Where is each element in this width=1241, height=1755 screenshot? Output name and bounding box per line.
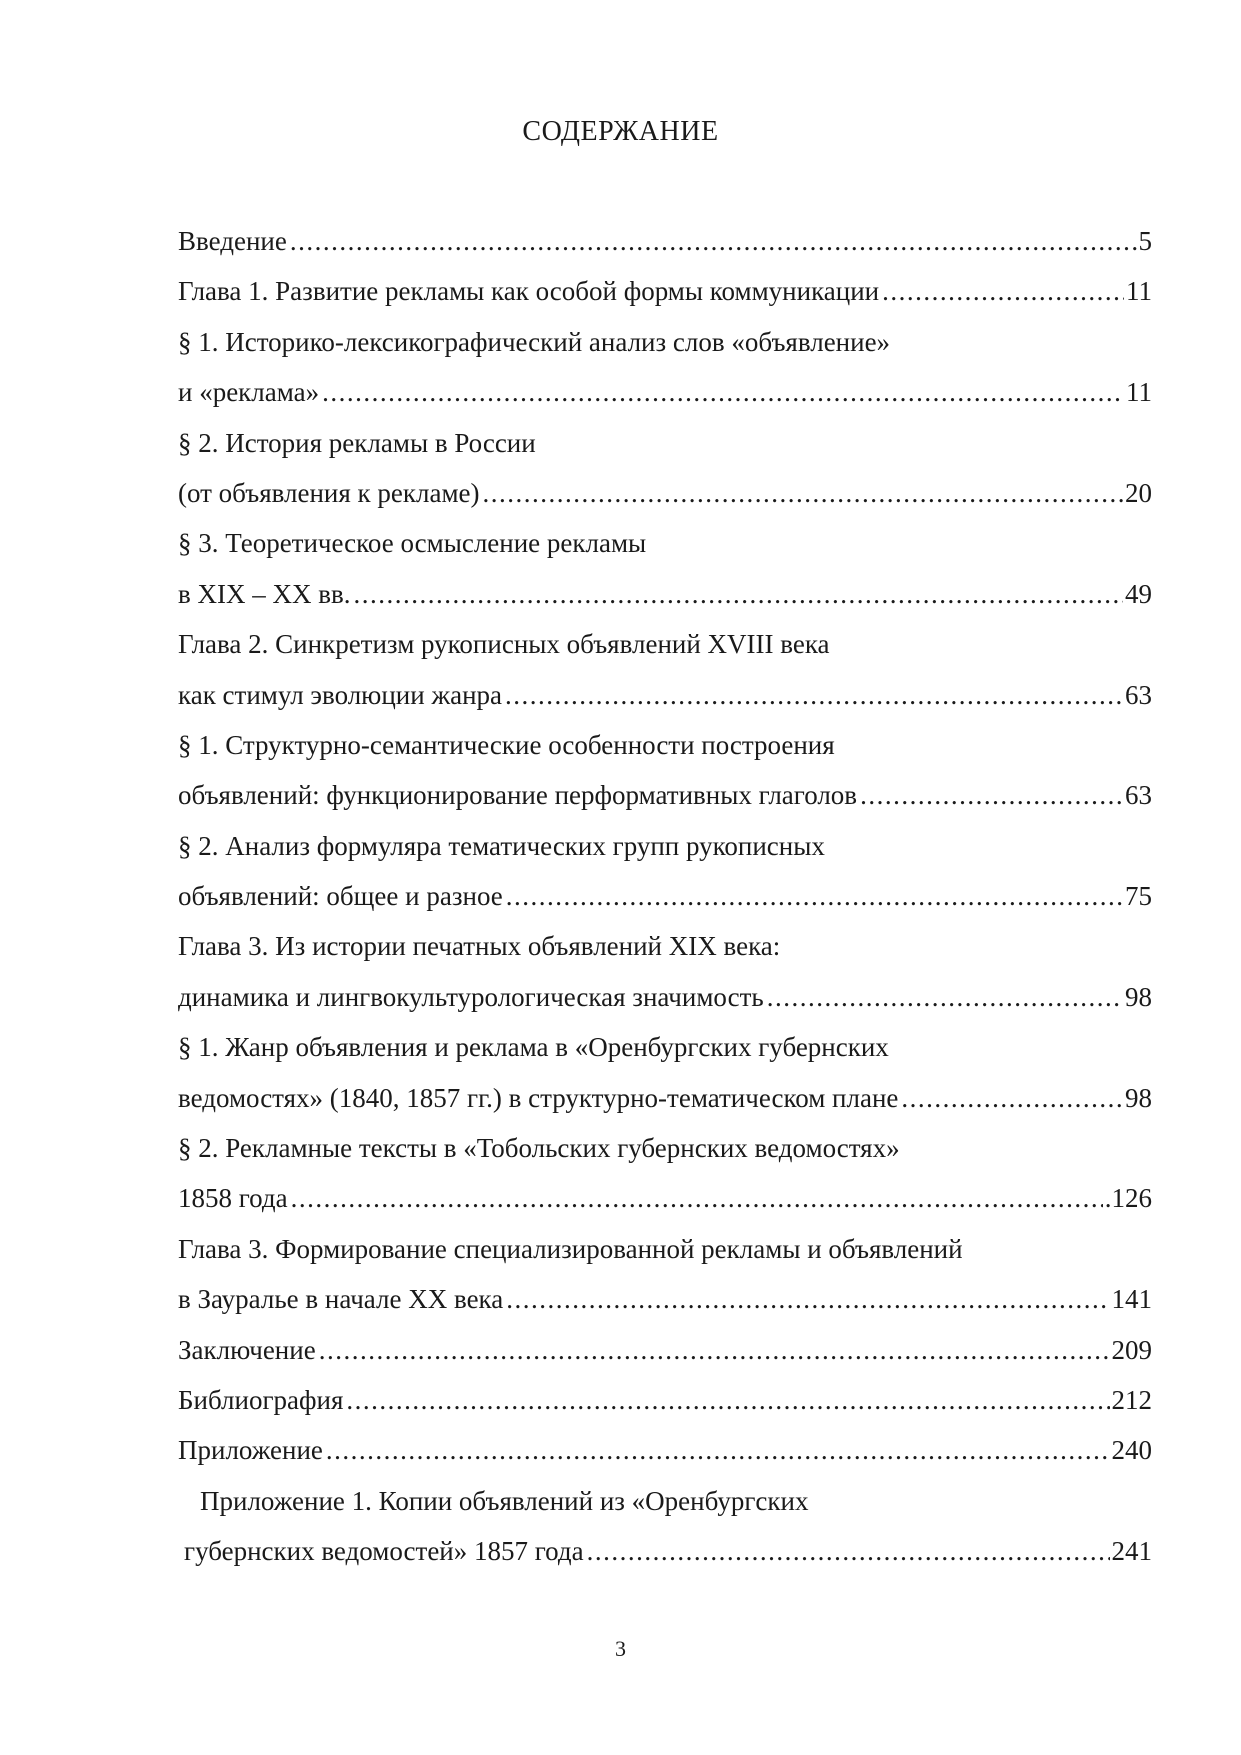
toc-entry-text: § 3. Теоретическое осмысление рекламы (178, 528, 647, 559)
toc-entry-page: 209 (1111, 1334, 1152, 1365)
dot-leader (882, 266, 1124, 316)
page-title: СОДЕРЖАНИЕ (522, 116, 719, 147)
toc-entry-text: губернских ведомостей» 1857 года (184, 1536, 584, 1567)
toc-entry-ch3-s1-line1[interactable] (178, 1022, 1152, 1072)
toc-entry-text: Глава 3. Формирование специализированной рекламы и объявлений (178, 1233, 963, 1264)
toc-entry-ch1-s3-line1[interactable] (178, 518, 1152, 568)
toc-entry-page: 63 (1125, 679, 1152, 710)
toc-entry-page: 5 (1138, 226, 1152, 256)
toc-entry-chapter-2-line1[interactable] (178, 619, 1152, 669)
dot-leader (322, 367, 1124, 417)
dot-leader (860, 770, 1123, 820)
toc-entry-text: § 2. История рекламы в России (178, 427, 536, 458)
toc-entry-conclusion[interactable] (178, 1325, 1152, 1375)
toc-entry-text: 1858 года (178, 1183, 288, 1214)
toc-entry-text: Глава 3. Из истории печатных объявлений XIX века: (178, 931, 781, 962)
dot-leader (483, 468, 1123, 518)
toc-entry-page: 20 (1125, 477, 1152, 508)
toc-entry-ch1-s2-line1[interactable] (178, 418, 1152, 468)
dot-leader (353, 569, 1123, 619)
toc-entry-text: (от объявления к рекламе) (178, 477, 480, 508)
toc-entry-text: § 2. Анализ формуляра тематических групп рукописных (178, 830, 825, 861)
toc-entry-ch3-s1-line2[interactable] (178, 1073, 1152, 1123)
toc-entry-chapter-2-line2[interactable] (178, 670, 1152, 720)
toc-entry-page: 75 (1125, 881, 1152, 912)
toc-entry-text: объявлений: общее и разное (178, 881, 503, 912)
toc-entry-appendix-1-line1[interactable] (178, 1476, 1152, 1526)
dot-leader (319, 1325, 1110, 1375)
toc-entry-ch2-s1-line2[interactable] (178, 770, 1152, 820)
toc-entry-page: 63 (1125, 780, 1152, 811)
toc-entry-ch2-s2-line2[interactable] (178, 871, 1152, 921)
toc-entry-text: объявлений: функционирование перформативных глаголов (178, 780, 858, 811)
toc-entry-text: и «реклама» (178, 377, 320, 408)
toc-entry-text: § 2. Рекламные тексты в «Тобольских губернских ведомостях» (178, 1133, 900, 1164)
dot-leader (767, 972, 1123, 1022)
dot-leader (291, 1173, 1103, 1223)
toc-entry-page: 49 (1125, 578, 1152, 609)
toc-entry-page: .126 (1104, 1183, 1152, 1214)
toc-entry-ch1-s1-line1[interactable] (178, 317, 1152, 367)
toc-entry-appendix-1-line2[interactable] (178, 1526, 1152, 1576)
toc-entry-text: Приложение 1. Копии объявлений из «Оренбургских (200, 1485, 809, 1516)
toc-entry-page: 240 (1111, 1435, 1152, 1466)
toc-entry-text: Введение (178, 226, 287, 256)
dot-leader (505, 670, 1123, 720)
toc-entry-page: 11 (1126, 377, 1152, 408)
toc-entry-chapter-3-line1[interactable] (178, 921, 1152, 971)
toc-entry-text: Приложение (178, 1435, 323, 1466)
dot-leader (326, 1425, 1110, 1475)
dot-leader (506, 1274, 1109, 1324)
dot-leader (901, 1073, 1123, 1123)
toc-entry-chapter-1[interactable] (178, 266, 1152, 316)
toc-entry-text: как стимул эволюции жанра (178, 679, 503, 710)
toc-entry-appendix[interactable] (178, 1425, 1152, 1475)
toc-entry-text: динамика и лингвокультурологическая значимость (178, 981, 764, 1012)
toc-entry-ch2-s1-line1[interactable] (178, 720, 1152, 770)
toc-entry-ch1-s3-line2[interactable] (178, 569, 1152, 619)
toc-entry-ch2-s2-line1[interactable] (178, 821, 1152, 871)
table-of-contents (178, 216, 1152, 1577)
toc-entry-ch1-s1-line2[interactable] (178, 367, 1152, 417)
toc-entry-text: в Зауралье в начале XX века (178, 1284, 504, 1315)
toc-entry-text: § 1. Историко-лексикографический анализ слов «объявление» (178, 326, 891, 357)
toc-entry-text: § 1. Структурно-семантические особенности построения (178, 729, 835, 760)
toc-entry-page: 141 (1111, 1284, 1152, 1315)
toc-entry-page: 98 (1125, 1082, 1152, 1113)
toc-entry-chapter-3b-line1[interactable] (178, 1224, 1152, 1274)
dot-leader (290, 216, 1137, 266)
toc-entry-chapter-3b-line2[interactable] (178, 1274, 1152, 1324)
toc-entry-bibliography[interactable] (178, 1375, 1152, 1425)
toc-entry-page: 241 (1111, 1536, 1152, 1567)
toc-entry-text: Библиография (178, 1384, 344, 1415)
toc-entry-chapter-3-line2[interactable] (178, 972, 1152, 1022)
toc-entry-text: § 1. Жанр объявления и реклама в «Оренбургских губернских (178, 1032, 889, 1063)
toc-entry-ch3-s2-line1[interactable] (178, 1123, 1152, 1173)
toc-entry-introduction[interactable] (178, 216, 1152, 266)
toc-entry-ch3-s2-line2[interactable] (178, 1173, 1152, 1223)
toc-entry-text: Глава 1. Развитие рекламы как особой формы коммуникации (178, 276, 880, 307)
toc-entry-text: Глава 2. Синкретизм рукописных объявлений XVIII века (178, 629, 830, 660)
toc-entry-page: 11 (1126, 276, 1152, 307)
dot-leader (587, 1526, 1110, 1576)
toc-entry-text: ведомостях» (1840, 1857 гг.) в структурно-тематическом плане (178, 1082, 899, 1113)
toc-entry-ch1-s2-line2[interactable] (178, 468, 1152, 518)
toc-entry-text: Заключение (178, 1334, 316, 1365)
dot-leader (346, 1375, 1109, 1425)
dot-leader (506, 871, 1123, 921)
page-number: 3 (615, 1636, 626, 1661)
toc-entry-page: 98 (1125, 981, 1152, 1012)
toc-entry-text: в XIX – XX вв. (178, 578, 351, 609)
toc-entry-page: 212 (1111, 1384, 1152, 1415)
